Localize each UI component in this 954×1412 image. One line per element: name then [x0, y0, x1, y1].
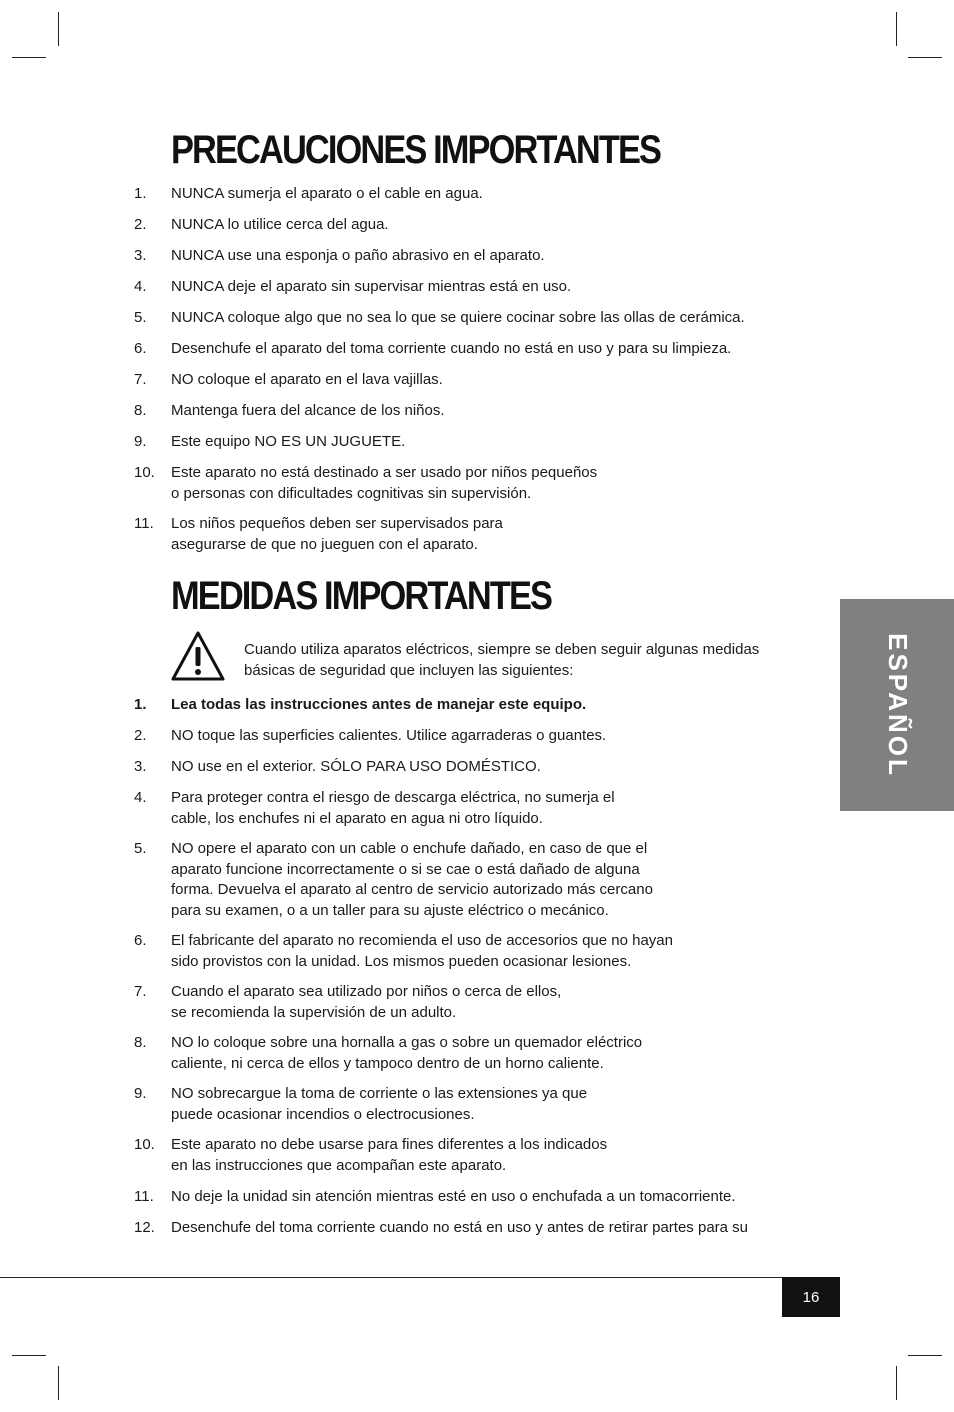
item-number: 7. — [134, 983, 147, 1000]
crop-mark — [908, 1355, 942, 1356]
list-item — [0, 788, 954, 839]
list-item — [0, 463, 954, 514]
list-item — [0, 401, 954, 432]
item-text: Desenchufe el aparato del toma corriente cuando no está en uso y para su limpieza. — [171, 340, 732, 357]
medidas-intro: Cuando utiliza aparatos eléctricos, siempre se deben seguir algunas medidas básicas de seguridad que incluyen las siguientes: — [244, 641, 760, 679]
item-text: NUNCA lo utilice cerca del agua. — [171, 216, 389, 233]
item-number: 7. — [134, 371, 147, 388]
crop-mark — [896, 12, 897, 46]
precauciones-list — [0, 184, 954, 555]
language-tab — [840, 599, 954, 811]
list-item — [0, 1218, 954, 1240]
list-item — [0, 982, 954, 1033]
item-text: NUNCA use una esponja o paño abrasivo en el aparato. — [171, 247, 545, 264]
item-number: 2. — [134, 216, 147, 233]
item-number: 8. — [134, 1034, 147, 1051]
list-item — [0, 1187, 954, 1218]
item-text: NO opere el aparato con un cable o enchufe dañado, en caso de que el aparato funcione incorrectamente o si se cae o está dañado de alguna forma. Devuelva el aparato al centro de servicio autorizado más cercano para su examen, o a un taller para su ajuste eléctrico o mecánico. — [171, 840, 653, 919]
list-item — [0, 308, 954, 339]
item-text: No deje la unidad sin atención mientras esté en uso o enchufada a un tomacorriente. — [171, 1188, 736, 1205]
item-text: Para proteger contra el riesgo de descarga eléctrica, no sumerja el cable, los enchufes ni el aparato en agua ni otro líquido. — [171, 789, 615, 827]
item-text: NO sobrecargue la toma de corriente o las extensiones ya que puede ocasionar incendios o electrocusiones. — [171, 1085, 588, 1123]
item-number: 3. — [134, 247, 147, 264]
item-text: NUNCA sumerja el aparato o el cable en agua. — [171, 185, 483, 202]
list-item — [0, 757, 954, 788]
item-text: Este aparato no está destinado a ser usado por niños pequeños o personas con dificultades cognitivas sin supervisión. — [171, 464, 598, 502]
list-item — [0, 339, 954, 370]
item-text: Los niños pequeños deben ser supervisados para asegurarse de que no jueguen con el aparato. — [171, 515, 503, 553]
list-item — [0, 1135, 954, 1187]
item-number: 5. — [134, 840, 147, 857]
list-item — [0, 432, 954, 463]
item-text: NUNCA coloque algo que no sea lo que se quiere cocinar sobre las ollas de cerámica. — [171, 309, 745, 326]
medidas-list — [0, 695, 954, 1240]
item-number: 9. — [134, 1085, 147, 1102]
item-number: 6. — [134, 932, 147, 949]
item-number: 4. — [134, 278, 147, 295]
item-text: Desenchufe del toma corriente cuando no está en uso y antes de retirar partes para su — [171, 1219, 749, 1236]
list-item — [0, 1084, 954, 1135]
item-text: Este aparato no debe usarse para fines diferentes a los indicados en las instrucciones que acompañan este aparato. — [171, 1136, 608, 1174]
item-text: NUNCA deje el aparato sin supervisar mientras está en uso. — [171, 278, 572, 295]
item-text: NO use en el exterior. SÓLO PARA USO DOMÉSTICO. — [171, 758, 541, 775]
item-text: NO toque las superficies calientes. Utilice agarraderas o guantes. — [171, 727, 607, 744]
item-number: 3. — [134, 758, 147, 775]
list-item — [0, 695, 954, 726]
item-number: 11. — [134, 515, 154, 532]
item-number: 5. — [134, 309, 147, 326]
item-number: 9. — [134, 433, 147, 450]
crop-mark — [908, 57, 942, 58]
warning-triangle-icon — [170, 630, 226, 682]
item-number: 8. — [134, 402, 147, 419]
crop-mark — [58, 1366, 59, 1400]
list-item — [0, 215, 954, 246]
item-number: 10. — [134, 1136, 155, 1153]
list-item — [0, 514, 954, 555]
list-item — [0, 839, 954, 931]
item-text: Mantenga fuera del alcance de los niños. — [171, 402, 445, 419]
crop-mark — [12, 57, 46, 58]
item-text: NO coloque el aparato en el lava vajillas. — [171, 371, 443, 388]
heading-medidas: MEDIDAS IMPORTANTES — [171, 574, 552, 618]
item-number: 10. — [134, 464, 155, 481]
item-number: 6. — [134, 340, 147, 357]
page-number: 16 — [782, 1277, 840, 1317]
item-number: 2. — [134, 727, 147, 744]
list-item — [0, 1033, 954, 1084]
item-text: El fabricante del aparato no recomienda el uso de accesorios que no hayan sido provistos con la unidad. Los mismos pueden ocasionar lesiones. — [171, 932, 673, 970]
item-number: 12. — [134, 1219, 155, 1236]
list-item — [0, 370, 954, 401]
item-text: Este equipo NO ES UN JUGUETE. — [171, 433, 406, 450]
item-number: 1. — [134, 696, 147, 713]
language-tab-label: ESPAÑOL — [882, 632, 913, 778]
heading-precauciones: PRECAUCIONES IMPORTANTES — [171, 128, 661, 172]
list-item — [0, 277, 954, 308]
list-item — [0, 931, 954, 982]
item-number: 4. — [134, 789, 147, 806]
item-number: 11. — [134, 1188, 154, 1205]
item-text: Lea todas las instrucciones antes de manejar este equipo. — [171, 696, 587, 713]
crop-mark — [58, 12, 59, 46]
crop-mark — [896, 1366, 897, 1400]
list-item — [0, 246, 954, 277]
crop-mark — [12, 1355, 46, 1356]
item-text: Cuando el aparato sea utilizado por niños o cerca de ellos, se recomienda la supervisión de un adulto. — [171, 983, 562, 1021]
item-number: 1. — [134, 185, 147, 202]
footer-rule — [0, 1277, 840, 1278]
list-item — [0, 726, 954, 757]
list-item — [0, 184, 954, 215]
item-text: NO lo coloque sobre una hornalla a gas o sobre un quemador eléctrico caliente, ni cerca de ellos y tampoco dentro de un horno caliente. — [171, 1034, 643, 1072]
